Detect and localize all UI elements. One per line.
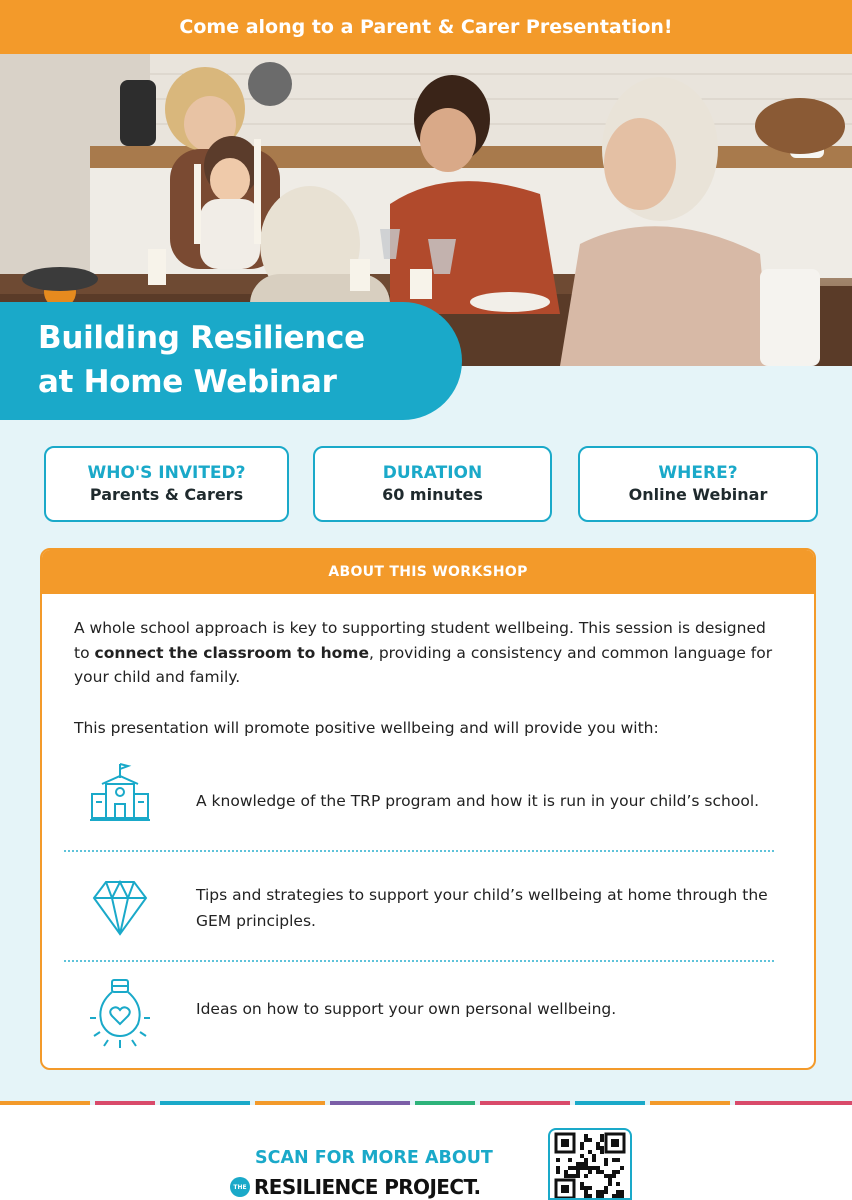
info-value: Parents & Carers <box>89 484 244 504</box>
brand-name: RESILIENCE PROJECT. <box>254 1175 481 1199</box>
item-text-2: Tips and strategies to support your child’s wellbeing at home through the GEM principles. <box>196 886 768 930</box>
divider <box>64 960 774 962</box>
qr-code-graphic <box>550 1130 630 1200</box>
qr-code[interactable] <box>548 1128 632 1200</box>
workshop-panel <box>40 548 816 1070</box>
title-line-1: Building Resilience <box>38 320 365 356</box>
info-label: DURATION <box>382 462 483 483</box>
info-label: WHO'S INVITED? <box>87 462 246 483</box>
scan-text: SCAN FOR MORE ABOUT <box>255 1148 493 1168</box>
workshop-header <box>42 550 814 594</box>
info-box-where <box>578 446 818 522</box>
top-banner <box>0 0 852 54</box>
lead-paragraph: This presentation will promote positive wellbeing and will provide you with: <box>74 719 659 737</box>
title-tab <box>0 302 462 420</box>
intro-text-start: A whole school approach is key to supporting student wellbeing. This session is designed to <box>74 619 766 662</box>
item-text-1: A knowledge of the TRP program and how it is run in your child’s school. <box>196 792 760 810</box>
info-value: Online Webinar <box>628 484 768 504</box>
banner-text: Come along to a Parent & Carer Presentation! <box>179 16 673 38</box>
school-icon <box>88 760 152 828</box>
intro-text-end: , providing a consistency and common language for your child and family. <box>74 643 773 686</box>
info-box-duration <box>313 446 552 522</box>
brand-logo <box>230 1173 480 1200</box>
brand-prefix: THE <box>230 1177 250 1197</box>
gem-icon <box>88 876 152 944</box>
workshop-header-text: ABOUT THIS WORKSHOP <box>328 564 528 580</box>
intro-text-bold: connect the classroom to home <box>94 643 369 662</box>
info-box-who <box>44 446 289 522</box>
info-label: WHERE? <box>658 462 738 483</box>
lightbulb-heart-icon <box>88 978 152 1056</box>
divider <box>64 850 774 852</box>
info-value: 60 minutes <box>382 484 483 504</box>
title-line-2: at Home Webinar <box>38 364 337 400</box>
item-text-3: Ideas on how to support your own personal wellbeing. <box>196 1000 617 1018</box>
intro-paragraph <box>74 616 774 690</box>
